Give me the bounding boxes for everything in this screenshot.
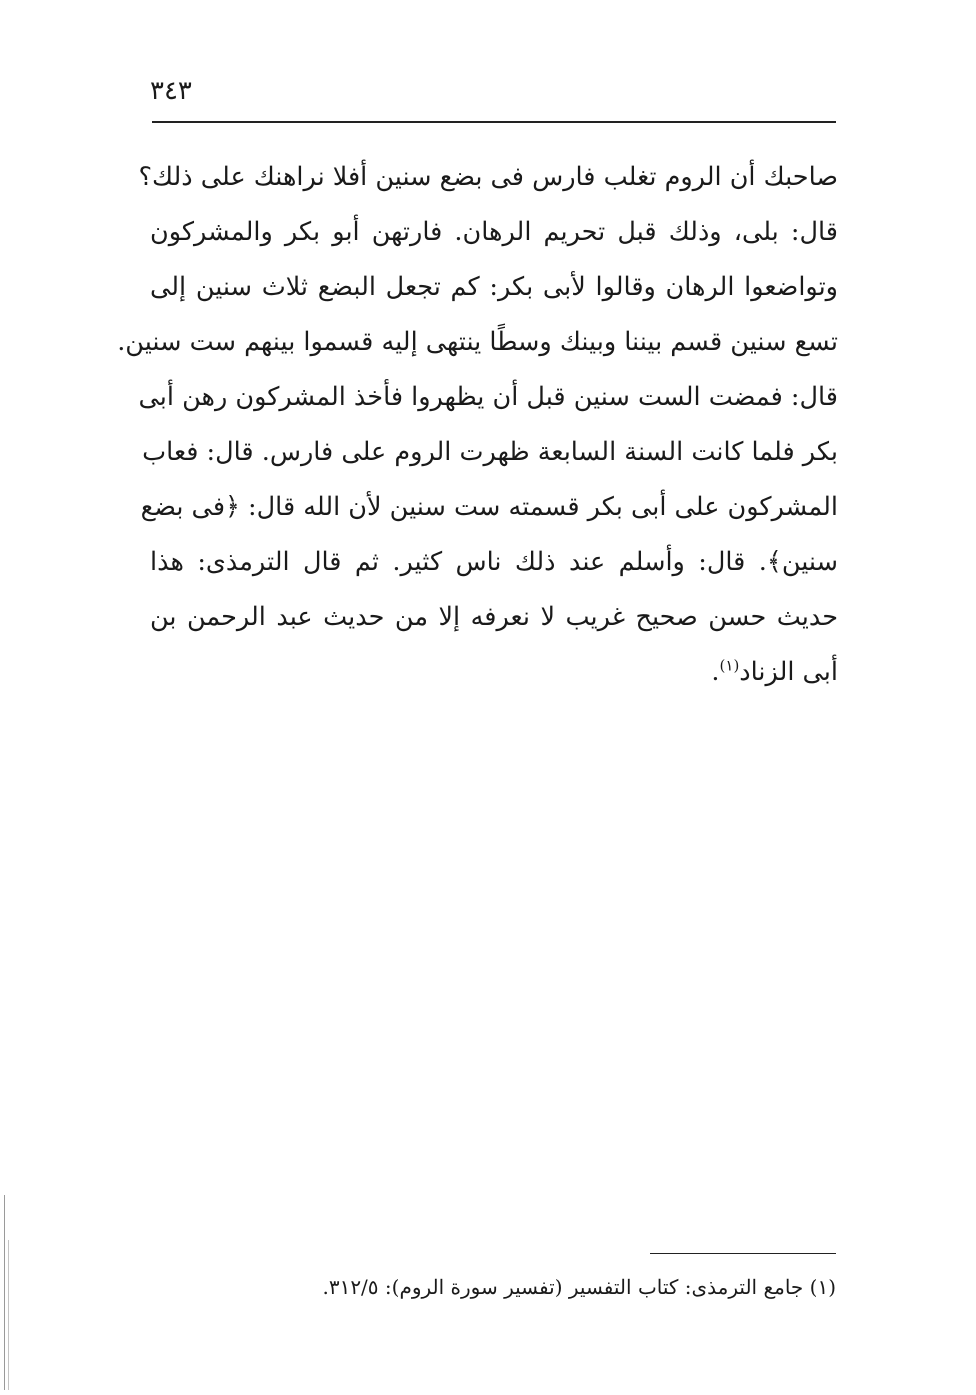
text-line-2: قال: بلى، وذلك قبل تحريم الرهان. فارتهن أبو بكر والمشركون [150, 217, 838, 247]
page-number: ٣٤٣ [150, 76, 192, 106]
header-rule [152, 121, 836, 123]
text-line-10-end: . [711, 657, 720, 687]
text-line-1: صاحبك أن الروم تغلب فارس فى بضع سنين أفلا نراهنك على ذلك؟ [138, 162, 838, 192]
text-line-8: سنين﴾. قال: وأسلم عند ذلك ناس كثير. ثم قال الترمذى: هذا [150, 547, 838, 577]
footnote: (١) جامع الترمذى: كتاب التفسير (تفسير سورة الروم): ٣١٢/٥. [322, 1275, 836, 1299]
text-line-9: حديث حسن صحيح غريب لا نعرفه إلا من حديث عبد الرحمن بن [150, 602, 838, 632]
text-line-7: المشركون على أبى بكر قسمته ست سنين لأن الله قال: ﴿فى بضع [140, 492, 838, 522]
text-line-6: بكر فلما كانت السنة السابعة ظهرت الروم على فارس. قال: فعاب [142, 437, 838, 467]
scan-edge-mark [4, 1195, 5, 1390]
footnote-rule [650, 1253, 836, 1254]
text-line-5: قال: فمضت الست سنين قبل أن يظهروا فأخذ المشركون رهن أبى [138, 382, 838, 412]
text-line-10-words: أبى الزناد [739, 657, 838, 687]
text-line-3: وتواضعوا الرهان وقالوا لأبى بكر: كم تجعل البضع ثلاث سنين إلى [150, 272, 838, 302]
text-line-10 [150, 645, 838, 700]
body-text [117, 150, 838, 700]
text-line-4: تسع سنين قسم بيننا وبينك وسطًا ينتهى إليه قسموا بينهم ست سنين. [117, 327, 838, 357]
scan-edge-mark [8, 1240, 9, 1390]
footnote-reference[interactable]: (١) [719, 656, 740, 675]
